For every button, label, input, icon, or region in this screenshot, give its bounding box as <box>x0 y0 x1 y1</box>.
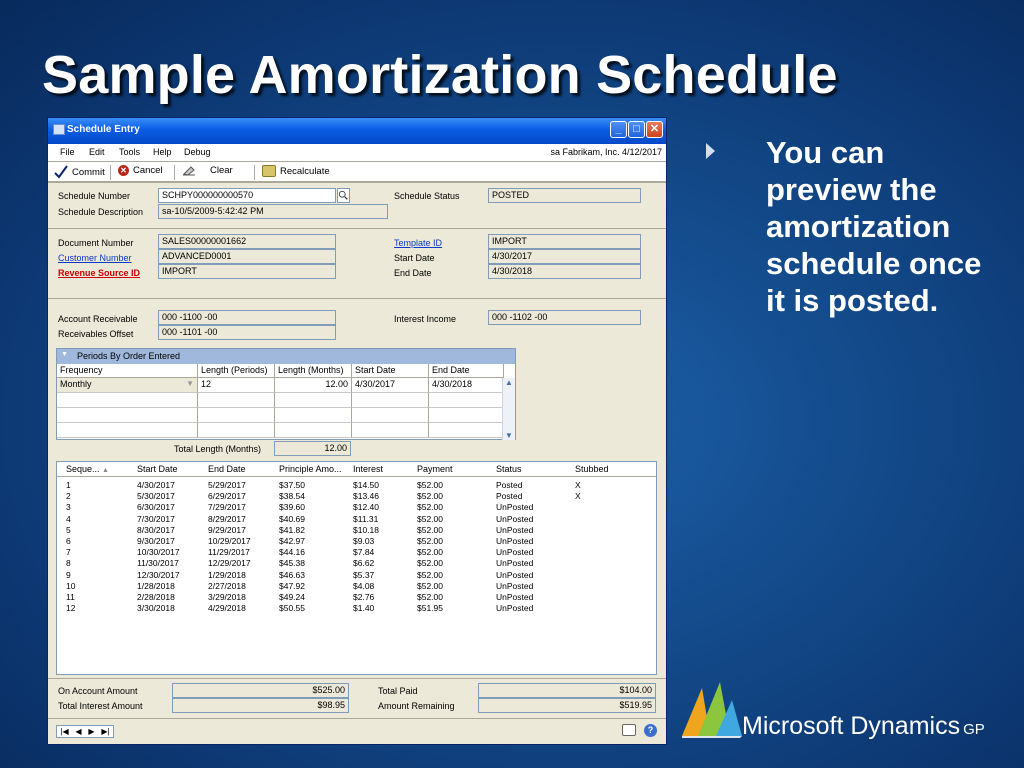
start-date-field[interactable]: 4/30/2017 <box>488 249 641 264</box>
cell-payment: $51.95 <box>417 603 443 614</box>
cell-principle: $39.60 <box>279 502 305 513</box>
cell-end-date: 9/29/2017 <box>208 524 246 535</box>
cell-payment: $52.00 <box>417 547 443 558</box>
template-id-field[interactable]: IMPORT <box>488 234 641 249</box>
table-row[interactable] <box>57 525 656 536</box>
length-periods-cell[interactable]: 12 <box>198 378 275 393</box>
schedule-entry-window <box>47 117 667 745</box>
start-date-cell[interactable]: 4/30/2017 <box>352 378 429 393</box>
total-paid-label: Total Paid <box>378 686 418 696</box>
cell-interest: $12.40 <box>353 502 379 513</box>
table-row[interactable] <box>57 603 656 614</box>
cell-end-date: 5/29/2017 <box>208 480 246 490</box>
cell-principle: $41.82 <box>279 524 305 535</box>
cancel-button[interactable]: ✕ Cancel <box>118 165 163 176</box>
periods-scrollbar[interactable] <box>502 378 515 440</box>
menu-file[interactable]: File <box>60 147 75 157</box>
lookup-icon[interactable] <box>337 188 350 203</box>
cell-end-date: 1/29/2018 <box>208 569 246 580</box>
cell-sequence: 9 <box>66 569 71 580</box>
cell-end-date: 11/29/2017 <box>208 547 250 558</box>
interest-income-field[interactable]: 000 -1102 -00 <box>488 310 641 325</box>
table-row[interactable] <box>57 570 656 581</box>
last-record-button[interactable]: ▶| <box>101 727 110 736</box>
cell-interest: $14.50 <box>353 480 379 490</box>
cell-interest: $7.84 <box>353 547 375 558</box>
eraser-icon <box>182 165 196 176</box>
cell-interest: $11.31 <box>353 513 379 524</box>
cell-start-date: 1/28/2018 <box>137 580 175 591</box>
col-payment[interactable]: Payment <box>417 464 453 474</box>
cell-end-date: 3/29/2018 <box>208 592 246 602</box>
cell-payment: $52.00 <box>417 524 443 535</box>
cell-principle: $49.24 <box>279 592 305 602</box>
scroll-down-icon[interactable]: ▼ <box>505 431 513 440</box>
cell-end-date: 10/29/2017 <box>208 536 251 546</box>
cell-sequence: 6 <box>66 536 71 546</box>
cell-start-date: 8/30/2017 <box>137 524 175 535</box>
cell-interest: $13.46 <box>353 491 379 502</box>
on-account-label: On Account Amount <box>58 686 138 696</box>
cell-status: UnPosted <box>496 558 534 569</box>
cell-sequence: 1 <box>66 480 71 490</box>
cell-stubbed: X <box>575 491 581 502</box>
user-info: sa Fabrikam, Inc. 4/12/2017 <box>550 147 662 157</box>
cell-start-date: 10/30/2017 <box>137 547 180 558</box>
cell-principle: $46.63 <box>279 569 305 580</box>
cell-status: UnPosted <box>496 536 534 546</box>
document-number-label: Document Number <box>58 238 134 248</box>
cell-status: UnPosted <box>496 592 534 602</box>
toolbar <box>48 162 666 183</box>
schedule-number-label: Schedule Number <box>58 191 131 201</box>
end-date-cell[interactable]: 4/30/2018 <box>429 378 504 393</box>
cell-payment: $52.00 <box>417 558 443 569</box>
prev-record-button[interactable]: ◀ <box>75 727 82 736</box>
cell-end-date: 2/27/2018 <box>208 580 246 591</box>
navigation-bar <box>48 718 666 744</box>
cell-status: UnPosted <box>496 580 534 591</box>
col-frequency[interactable]: Frequency <box>57 364 198 378</box>
cell-interest: $4.08 <box>353 580 375 591</box>
menu-edit[interactable]: Edit <box>89 147 105 157</box>
cell-start-date: 2/28/2018 <box>137 592 175 602</box>
cell-end-date: 4/29/2018 <box>208 603 246 614</box>
receivables-offset-label: Receivables Offset <box>58 329 134 339</box>
cell-sequence: 10 <box>66 580 76 591</box>
help-icon[interactable]: ? <box>644 724 657 737</box>
cell-principle: $38.54 <box>279 491 305 502</box>
record-navigation <box>56 725 114 738</box>
total-interest-label: Total Interest Amount <box>58 701 143 711</box>
cell-payment: $52.00 <box>417 513 443 524</box>
col-start-date[interactable]: Start Date <box>137 464 178 474</box>
menu-debug[interactable]: Debug <box>184 147 211 157</box>
col-stubbed[interactable]: Stubbed <box>575 464 609 474</box>
cell-sequence: 8 <box>66 558 71 569</box>
col-principle[interactable]: Principle Amo... <box>279 464 342 474</box>
maximize-button[interactable]: □ <box>628 121 645 138</box>
dropdown-arrow-icon[interactable]: ▼ <box>186 379 194 388</box>
scroll-up-icon[interactable]: ▲ <box>505 378 513 387</box>
cell-start-date: 7/30/2017 <box>137 513 175 524</box>
cell-status: UnPosted <box>496 547 534 558</box>
checkmark-icon <box>54 165 68 179</box>
col-end-date[interactable]: End Date <box>208 464 246 474</box>
total-length-label: Total Length (Months) <box>174 444 262 454</box>
total-paid-field: $104.00 <box>478 683 656 698</box>
cell-principle: $42.97 <box>279 536 305 546</box>
frequency-select[interactable]: Monthly ▼ <box>57 378 198 393</box>
menu-tools[interactable]: Tools <box>119 147 141 157</box>
cell-sequence: 11 <box>66 592 75 602</box>
cell-end-date: 6/29/2017 <box>208 491 246 502</box>
start-date-label: Start Date <box>394 253 435 263</box>
cell-start-date: 3/30/2018 <box>137 603 175 614</box>
on-account-field: $525.00 <box>172 683 349 698</box>
col-interest[interactable]: Interest <box>353 464 384 474</box>
receivables-offset-field[interactable]: 000 -1101 -00 <box>158 325 336 340</box>
cell-start-date: 11/30/2017 <box>137 558 179 569</box>
end-date-label: End Date <box>394 268 432 278</box>
minimize-button[interactable]: _ <box>610 121 627 138</box>
cell-status: Posted <box>496 491 523 502</box>
cell-status: UnPosted <box>496 569 534 580</box>
periods-header[interactable]: ▼ Periods By Order Entered <box>57 349 515 364</box>
table-row[interactable] <box>57 547 656 558</box>
schedule-description-field[interactable]: sa-10/5/2009-5:42:42 PM <box>158 204 388 219</box>
end-date-field[interactable]: 4/30/2018 <box>488 264 641 279</box>
schedule-list <box>56 461 657 675</box>
schedule-description-label: Schedule Description <box>58 207 144 217</box>
calculator-icon <box>262 165 276 177</box>
cell-start-date: 12/30/2017 <box>137 569 180 580</box>
cell-interest: $6.62 <box>353 558 375 569</box>
col-end-date[interactable]: End Date <box>429 364 504 378</box>
col-length-periods[interactable]: Length (Periods) <box>198 364 275 378</box>
cell-start-date: 5/30/2017 <box>137 491 175 502</box>
cell-payment: $52.00 <box>417 580 443 591</box>
account-receivable-label: Account Receivable <box>58 314 138 324</box>
cell-interest: $9.03 <box>353 536 375 546</box>
cancel-icon: ✕ <box>118 165 129 176</box>
cell-payment: $52.00 <box>417 502 443 513</box>
collapse-icon[interactable]: ▼ <box>61 351 68 358</box>
close-button[interactable]: ✕ <box>646 121 663 138</box>
table-row[interactable] <box>57 592 656 603</box>
cell-sequence: 12 <box>66 603 76 614</box>
brand-name: Microsoft Dynamics GP <box>742 712 985 740</box>
schedule-list-header <box>57 462 656 477</box>
account-receivable-field[interactable]: 000 -1100 -00 <box>158 310 336 325</box>
recalculate-button[interactable]: Recalculate <box>262 165 330 177</box>
table-row[interactable] <box>57 502 656 513</box>
note-icon[interactable] <box>622 724 636 736</box>
schedule-status-label: Schedule Status <box>394 191 460 201</box>
cell-status: UnPosted <box>496 524 534 535</box>
first-record-button[interactable]: |◀ <box>60 727 69 736</box>
cell-principle: $44.16 <box>279 547 305 558</box>
revenue-source-field[interactable]: IMPORT <box>158 264 336 279</box>
cell-end-date: 8/29/2017 <box>208 513 246 524</box>
bullet-text: You can preview the amortization schedule once it is posted. <box>766 135 982 318</box>
cell-principle: $47.92 <box>279 580 305 591</box>
table-row[interactable] <box>57 536 656 547</box>
table-row[interactable] <box>57 558 656 569</box>
schedule-status-field: POSTED <box>488 188 641 203</box>
document-number-field[interactable]: SALES00000001662 <box>158 234 336 249</box>
cell-principle: $45.38 <box>279 558 305 569</box>
cell-end-date: 7/29/2017 <box>208 502 246 513</box>
cell-status: UnPosted <box>496 502 534 513</box>
commit-button[interactable]: Commit <box>54 165 105 179</box>
cell-start-date: 4/30/2017 <box>137 480 175 490</box>
slide-title: Sample Amortization Schedule <box>42 45 838 105</box>
window-icon <box>53 124 65 135</box>
cell-start-date: 6/30/2017 <box>137 502 175 513</box>
cell-sequence: 4 <box>66 513 71 524</box>
menu-help[interactable]: Help <box>153 147 172 157</box>
cell-end-date: 12/29/2017 <box>208 558 251 569</box>
window-title: Schedule Entry <box>67 124 140 135</box>
cell-payment: $52.00 <box>417 536 443 546</box>
length-months-cell[interactable]: 12.00 <box>275 378 352 393</box>
amount-remaining-label: Amount Remaining <box>378 701 455 711</box>
col-start-date[interactable]: Start Date <box>352 364 429 378</box>
amount-remaining-field: $519.95 <box>478 698 656 713</box>
col-length-months[interactable]: Length (Months) <box>275 364 352 378</box>
schedule-number-field[interactable]: SCHPY000000000570 <box>158 188 336 203</box>
col-status[interactable]: Status <box>496 464 522 474</box>
table-row[interactable] <box>57 514 656 525</box>
customer-number-link[interactable]: Customer Number <box>58 253 132 263</box>
cell-interest: $2.76 <box>353 592 375 602</box>
bullet-arrow-icon <box>706 143 715 159</box>
cell-interest: $5.37 <box>353 569 375 580</box>
table-row[interactable] <box>57 581 656 592</box>
cell-start-date: 9/30/2017 <box>137 536 175 546</box>
sort-asc-icon: ▲ <box>102 467 109 474</box>
cell-principle: $37.50 <box>279 480 305 490</box>
cell-sequence: 3 <box>66 502 71 513</box>
cell-interest: $10.18 <box>353 524 379 535</box>
revenue-source-link[interactable]: Revenue Source ID <box>58 268 141 278</box>
clear-button[interactable]: Clear <box>182 165 233 176</box>
col-sequence[interactable]: Seque... ▲ <box>66 464 109 474</box>
total-interest-field: $98.95 <box>172 698 349 713</box>
template-id-link[interactable]: Template ID <box>394 238 443 248</box>
interest-income-label: Interest Income <box>394 314 457 324</box>
cell-payment: $52.00 <box>417 491 443 502</box>
cell-sequence: 2 <box>66 491 71 502</box>
next-record-button[interactable]: ▶ <box>88 727 95 736</box>
cell-status: UnPosted <box>496 513 534 524</box>
table-row[interactable] <box>57 480 656 491</box>
cell-payment: $52.00 <box>417 569 443 580</box>
cell-payment: $52.00 <box>417 480 443 490</box>
customer-number-field[interactable]: ADVANCED0001 <box>158 249 336 264</box>
cell-status: Posted <box>496 480 523 490</box>
window-titlebar[interactable] <box>48 118 666 144</box>
cell-sequence: 5 <box>66 524 71 535</box>
cell-principle: $40.69 <box>279 513 305 524</box>
periods-grid <box>56 348 516 440</box>
cell-stubbed: X <box>575 480 581 490</box>
cell-sequence: 7 <box>66 547 71 558</box>
menu-bar <box>48 144 666 162</box>
cell-interest: $1.40 <box>353 603 375 614</box>
cell-status: UnPosted <box>496 603 534 614</box>
total-length-field: 12.00 <box>274 441 351 456</box>
table-row[interactable] <box>57 491 656 502</box>
cell-payment: $52.00 <box>417 592 443 602</box>
cell-principle: $50.55 <box>279 603 305 614</box>
